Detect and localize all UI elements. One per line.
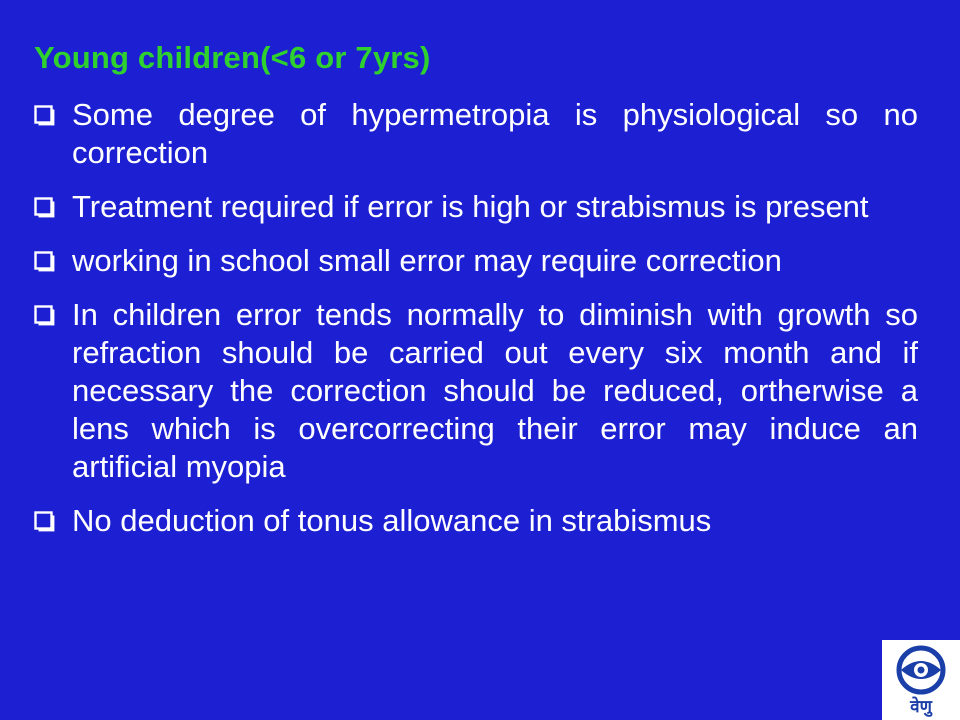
logo-wordmark: वेणु [910, 697, 932, 717]
bullet-item [34, 502, 918, 540]
slide-heading: Young children(<6 or 7yrs) [34, 40, 431, 75]
bullet-text: Treatment required if error is high or strabismus is present [72, 189, 869, 224]
bullet-item [34, 96, 918, 172]
hollow-square-bullet-icon [34, 105, 55, 126]
bullet-text: No deduction of tonus allowance in strabismus [72, 503, 712, 538]
bullet-item [34, 296, 918, 486]
bullet-text: working in school small error may require correction [72, 243, 782, 278]
hollow-square-bullet-icon [34, 511, 55, 532]
bullet-text: Some degree of hypermetropia is physiological so no correction [72, 97, 918, 170]
hollow-square-bullet-icon [34, 251, 55, 272]
hollow-square-bullet-icon [34, 197, 55, 218]
hollow-square-bullet-icon [34, 305, 55, 326]
bullet-item [34, 242, 918, 280]
brand-logo [882, 640, 960, 720]
bullet-item [34, 188, 918, 226]
bullet-text: In children error tends normally to diminish with growth so refraction should be carried out every six month and if necessary the correction should be reduced, ortherwise a lens which is overcorrecting their error may induce an artificial myopia [72, 297, 918, 484]
bullet-list [34, 96, 918, 556]
